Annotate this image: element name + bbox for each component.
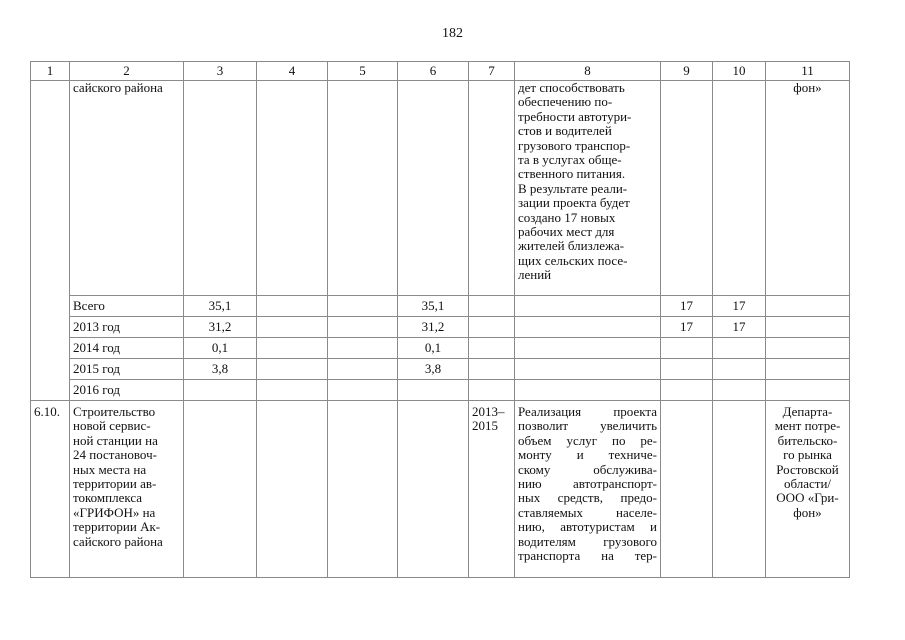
header-cell: 3 — [184, 62, 257, 81]
empty-cell — [328, 401, 398, 578]
year-label: 2015 год — [70, 359, 184, 380]
value-cell — [661, 338, 713, 359]
text-line: зации проекта будет — [518, 195, 630, 211]
empty-cell — [328, 81, 398, 296]
text-line: бительско- — [777, 432, 838, 448]
cont-responsible-cell: фон» — [766, 81, 850, 296]
value-cell: 31,2 — [184, 317, 257, 338]
text-line: территории ав- — [73, 476, 157, 492]
table-row — [31, 401, 850, 578]
cont-num-cell — [31, 81, 70, 401]
value-cell: 31,2 — [398, 317, 469, 338]
empty-cell — [766, 359, 850, 380]
value-cell: 0,1 — [398, 338, 469, 359]
empty-cell — [328, 296, 398, 317]
text-line: ной станции на — [73, 432, 158, 448]
value-cell: 17 — [661, 296, 713, 317]
text-line: ственного питания. — [518, 166, 626, 182]
empty-cell — [766, 338, 850, 359]
empty-cell — [328, 317, 398, 338]
text-line: Ростовской — [776, 461, 839, 477]
text-line: создано 17 новых — [518, 209, 616, 225]
empty-cell — [515, 359, 661, 380]
value-cell: 3,8 — [184, 359, 257, 380]
empty-cell — [469, 338, 515, 359]
text-line: территории Ак- — [73, 519, 161, 535]
text-line: ных места на — [73, 461, 147, 477]
empty-cell — [469, 81, 515, 296]
empty-cell — [766, 317, 850, 338]
value-cell: 17 — [713, 296, 766, 317]
empty-cell — [713, 401, 766, 578]
empty-cell — [257, 338, 328, 359]
text-line: стов и водителей — [518, 123, 612, 139]
text-line: фон» — [793, 504, 822, 520]
text-line: объем услуг по ре- — [518, 432, 657, 448]
table-row — [31, 81, 850, 296]
empty-cell — [184, 401, 257, 578]
header-cell: 10 — [713, 62, 766, 81]
header-cell: 9 — [661, 62, 713, 81]
empty-cell — [469, 296, 515, 317]
empty-cell — [257, 317, 328, 338]
empty-cell — [398, 401, 469, 578]
year-label: 2014 год — [70, 338, 184, 359]
value-cell — [713, 338, 766, 359]
header-cell: 4 — [257, 62, 328, 81]
text-line: токомплекса — [73, 490, 143, 506]
empty-cell — [469, 317, 515, 338]
table-row — [31, 296, 850, 317]
empty-cell — [328, 380, 398, 401]
text-line: грузового транспор- — [518, 137, 631, 153]
text-line: нию автотранспорт- — [518, 476, 657, 492]
empty-cell — [661, 81, 713, 296]
header-cell: 8 — [515, 62, 661, 81]
empty-cell — [257, 401, 328, 578]
item-period-cell — [469, 401, 515, 578]
empty-cell — [328, 338, 398, 359]
text-line: щих сельских посе- — [518, 252, 628, 268]
header-cell: 7 — [469, 62, 515, 81]
table-row — [31, 317, 850, 338]
text-line: лений — [518, 267, 552, 283]
text-line: Департа- — [782, 404, 833, 419]
empty-cell — [515, 317, 661, 338]
text-line: «ГРИФОН» на — [73, 504, 156, 520]
empty-cell — [184, 81, 257, 296]
empty-cell — [469, 359, 515, 380]
text-line: позволит увеличить — [518, 418, 657, 434]
text-line: ных средств, предо- — [518, 490, 657, 506]
text-line: 24 постановоч- — [73, 447, 157, 463]
text-line: требности автотури- — [518, 108, 632, 124]
text-line: монту и техниче- — [518, 447, 657, 463]
text-line: области/ — [783, 476, 832, 492]
value-cell: 35,1 — [398, 296, 469, 317]
cont-description-cell — [515, 81, 661, 296]
cont-name-cell: сайского района — [70, 81, 184, 296]
empty-cell — [469, 380, 515, 401]
empty-cell — [257, 81, 328, 296]
text-line: транспорта на тер- — [518, 548, 657, 564]
empty-cell — [257, 380, 328, 401]
empty-cell — [257, 359, 328, 380]
item-description-cell — [515, 401, 661, 578]
value-cell — [661, 359, 713, 380]
value-cell: 17 — [713, 317, 766, 338]
empty-cell — [515, 296, 661, 317]
text-line: новой сервис- — [73, 418, 151, 434]
header-cell: 2 — [70, 62, 184, 81]
empty-cell — [766, 296, 850, 317]
empty-cell — [257, 296, 328, 317]
empty-cell — [766, 380, 850, 401]
value-cell — [398, 380, 469, 401]
value-cell — [184, 380, 257, 401]
empty-cell — [398, 81, 469, 296]
text-line: сайского района — [73, 533, 163, 549]
item-name-cell — [70, 401, 184, 578]
text-line: жителей близлежа- — [518, 238, 625, 254]
text-line: рабочих мест для — [518, 224, 615, 240]
value-cell: 3,8 — [398, 359, 469, 380]
year-label: 2016 год — [70, 380, 184, 401]
text-line: скому обслужива- — [518, 461, 657, 477]
value-cell — [713, 359, 766, 380]
year-label: 2013 год — [70, 317, 184, 338]
table-row — [31, 380, 850, 401]
text-line: водителям грузового — [518, 533, 657, 549]
page-number: 182 — [442, 26, 463, 41]
text-line: го рынка — [783, 447, 832, 463]
text-line: Строительство — [73, 404, 156, 419]
header-row — [31, 62, 850, 81]
table-row — [31, 338, 850, 359]
text-line: нию, автотуристам и — [518, 519, 657, 535]
empty-cell — [515, 338, 661, 359]
text-line: дет способствовать — [518, 80, 625, 95]
header-cell: 1 — [31, 62, 70, 81]
header-cell: 5 — [328, 62, 398, 81]
text-line: 2013– — [472, 404, 505, 419]
table-row — [31, 359, 850, 380]
value-cell — [713, 380, 766, 401]
text-line: ООО «Гри- — [776, 490, 839, 506]
empty-cell — [713, 81, 766, 296]
empty-cell — [515, 380, 661, 401]
text-line: Реализация проекта — [518, 404, 657, 419]
year-label: Всего — [70, 296, 184, 317]
text-line: та в услугах обще- — [518, 152, 622, 168]
item-number: 6.10. — [31, 401, 70, 578]
empty-cell — [328, 359, 398, 380]
empty-cell — [661, 401, 713, 578]
value-cell: 35,1 — [184, 296, 257, 317]
header-cell: 11 — [766, 62, 850, 81]
value-cell: 17 — [661, 317, 713, 338]
text-line: 2015 — [472, 418, 498, 434]
text-line: мент потре- — [774, 418, 841, 434]
text-line: ставляемых населе- — [518, 504, 657, 520]
text-line: В результате реали- — [518, 180, 628, 196]
text-line: обеспечению по- — [518, 94, 613, 110]
budget-table — [30, 61, 850, 578]
item-responsible-cell — [766, 401, 850, 578]
header-cell: 6 — [398, 62, 469, 81]
value-cell — [661, 380, 713, 401]
value-cell: 0,1 — [184, 338, 257, 359]
